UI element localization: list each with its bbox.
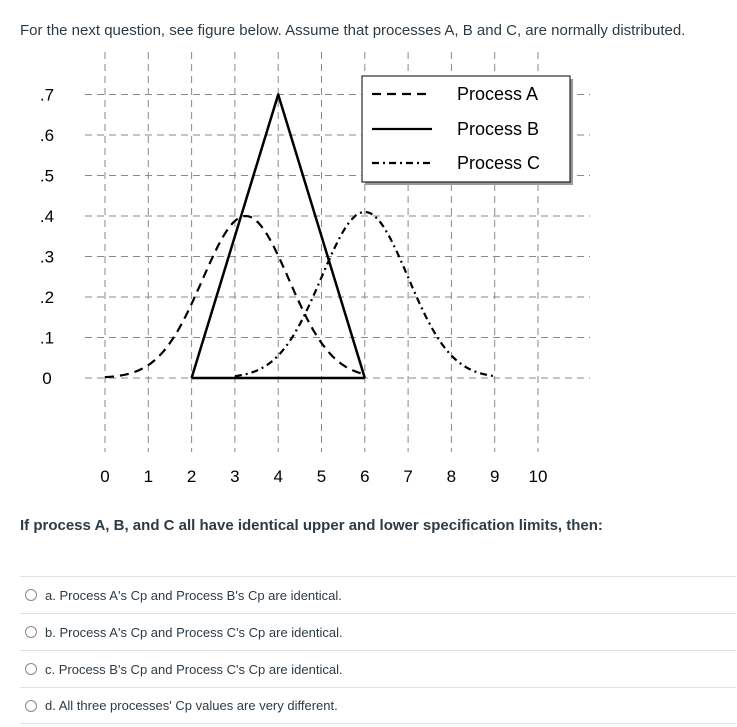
y-tick-label: .7	[39, 85, 55, 105]
x-tick-label: 0	[100, 467, 110, 486]
radio-button[interactable]	[25, 700, 37, 712]
y-tick-label: .3	[39, 247, 55, 267]
answer-label: a. Process A's Cp and Process B's Cp are identical.	[45, 587, 342, 603]
x-tick-label: 5	[316, 467, 327, 486]
answer-label: c. Process B's Cp and Process C's Cp are identical.	[45, 661, 343, 677]
x-tick-label: 2	[186, 467, 197, 486]
y-tick-label: .6	[39, 126, 55, 145]
x-tick-label: 6	[360, 467, 370, 486]
y-tick-label: .4	[39, 207, 55, 226]
answer-option-b[interactable]	[20, 613, 736, 650]
radio-button[interactable]	[25, 589, 37, 601]
y-tick-label: .5	[39, 166, 55, 186]
y-tick-label: .2	[39, 288, 55, 307]
x-tick-label: 1	[143, 467, 154, 486]
answer-label: b. Process A's Cp and Process C's Cp are identical.	[45, 624, 343, 640]
x-tick-label: 7	[403, 467, 413, 486]
legend	[362, 76, 573, 185]
x-tick-label: 3	[230, 467, 240, 486]
x-tick-label: 4	[273, 467, 283, 486]
answer-option-c[interactable]	[20, 650, 736, 687]
answer-option-d[interactable]	[20, 687, 736, 724]
question-text: If process A, B, and C all have identical upper and lower specification limits, then:	[20, 517, 603, 534]
answer-label: d. All three processes' Cp values are very different.	[45, 698, 338, 713]
y-tick-label: 0	[42, 369, 52, 388]
radio-button[interactable]	[25, 663, 37, 675]
radio-button[interactable]	[25, 626, 37, 638]
legend-label: Process B	[457, 119, 540, 139]
x-tick-label: 9	[489, 467, 500, 486]
x-tick-label: 8	[446, 467, 457, 486]
legend-label: Process A	[457, 84, 539, 104]
intro-text: For the next question, see figure below. Assume that processes A, B and C, are normally distributed.	[20, 22, 686, 39]
y-tick-label: .1	[39, 328, 55, 348]
answer-option-a[interactable]	[20, 576, 736, 613]
legend-label: Process C	[457, 153, 541, 173]
x-tick-label: 10	[528, 467, 548, 486]
answer-list	[20, 576, 736, 724]
